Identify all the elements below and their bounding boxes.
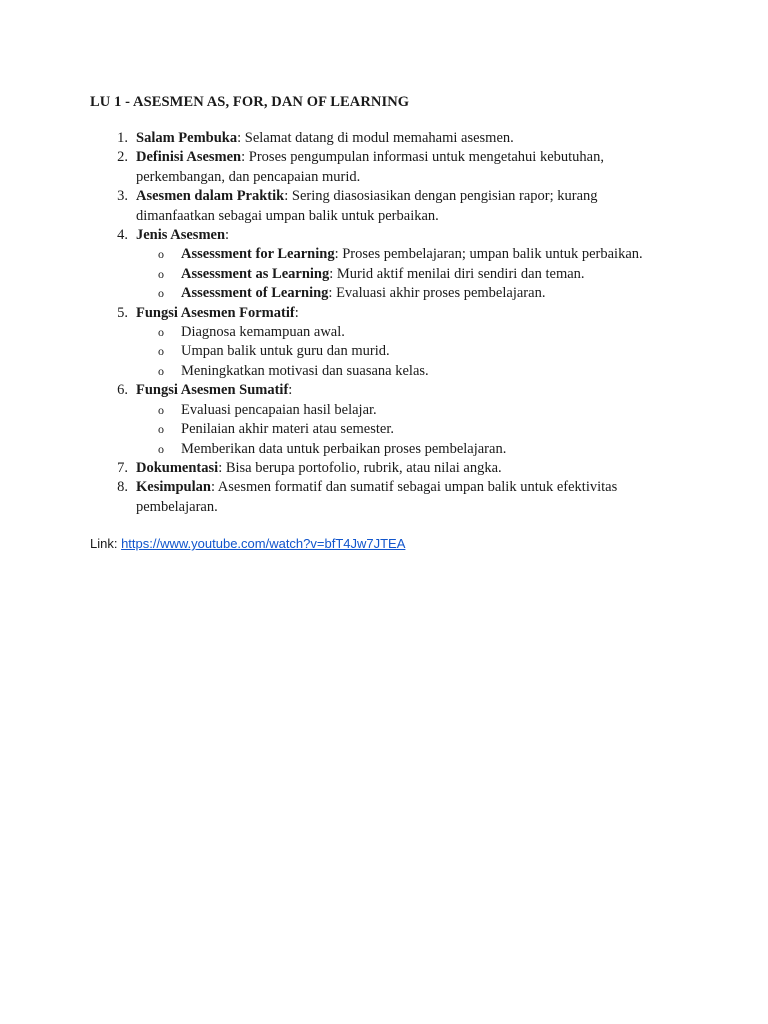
item-label: Fungsi Asesmen Formatif [136,304,295,321]
bullet-marker: o [158,266,164,281]
sub-item-text: : Proses pembelajaran; umpan balik untuk perbaikan. [334,246,643,263]
list-item-5 [90,304,690,382]
list-number: 5 . [106,304,128,323]
list-number: 7 . [106,459,128,478]
bullet-marker: o [158,325,164,340]
link-prefix: Link: [90,536,122,551]
item-label: Kesimpulan [136,479,211,496]
bullet-marker: o [158,363,164,378]
list-item-8 [90,478,690,517]
bullet-marker: o [158,422,164,437]
sub-item-text: Penilaian akhir materi atau semester. [181,421,394,438]
bullet-marker: o [158,247,164,262]
item-text-continuation: perkembangan, dan pencapaian murid. [136,168,361,185]
item-label: Definisi Asesmen [136,149,242,166]
item-text: : [225,227,230,244]
sub-item-text: Evaluasi pencapaian hasil belajar. [181,401,377,418]
sub-list-item [136,362,690,381]
item-text: : Asesmen formatif dan sumatif sebagai umpan balik untuk efektivitas [210,479,618,496]
bullet-marker: o [158,286,164,301]
video-link-line [90,535,405,553]
youtube-link[interactable]: https://www.youtube.com/watch?v=bfT4Jw7JTEA [121,536,406,551]
sub-list-item [136,245,690,264]
item-label: Dokumentasi [136,459,219,476]
list-number: 1 . [106,129,128,148]
item-text: : [294,304,299,321]
list-item-7 [90,459,690,478]
list-item-2 [90,148,690,187]
sub-list-item [136,401,690,420]
outline-list [90,129,690,517]
item-label: Salam Pembuka [136,130,238,146]
list-number: 2 . [106,148,128,167]
list-number: 4 . [106,226,128,245]
sub-list [136,401,690,459]
item-text: : Sering diasosiasikan dengan pengisian rapor; kurang [284,188,598,205]
item-text-continuation: pembelajaran. [136,498,218,515]
sub-list-item [136,342,690,361]
sub-item-text: Umpan balik untuk guru dan murid. [181,343,390,360]
sub-item-label: Assessment for Learning [181,246,335,263]
item-text: : Selamat datang di modul memahami asesmen. [237,130,514,146]
sub-list [136,245,690,303]
item-text: : Proses pengumpulan informasi untuk mengetahui kebutuhan, [241,149,604,166]
bullet-marker: o [158,441,164,456]
sub-list [136,323,690,381]
item-label: Asesmen dalam Praktik [136,188,285,205]
item-label: Fungsi Asesmen Sumatif [136,382,289,399]
sub-item-text: Meningkatkan motivasi dan suasana kelas. [181,362,429,379]
bullet-marker: o [158,344,164,359]
sub-item-label: Assessment of Learning [181,285,329,302]
sub-item-text: : Murid aktif menilai diri sendiri dan teman. [329,265,585,282]
list-item-4 [90,226,690,304]
sub-list-item [136,420,690,439]
item-text: : Bisa berupa portofolio, rubrik, atau nilai angka. [218,459,502,476]
list-number: 6 . [106,381,128,400]
document-title: LU 1 - ASESMEN AS, FOR, DAN OF LEARNING [90,94,410,110]
sub-item-text: : Evaluasi akhir proses pembelajaran. [328,285,546,302]
list-item-1 [90,129,690,148]
item-text: : [288,382,293,399]
sub-list-item [136,265,690,284]
sub-item-text: Memberikan data untuk perbaikan proses pembelajaran. [181,440,507,457]
sub-list-item [136,440,690,459]
sub-list-item [136,323,690,342]
item-text-continuation: dimanfaatkan sebagai umpan balik untuk perbaikan. [136,207,439,224]
list-item-3 [90,187,690,226]
sub-list-item [136,284,690,303]
list-number: 3 . [106,187,128,206]
item-label: Jenis Asesmen [136,227,226,244]
list-item-6 [90,381,690,459]
list-number: 8 . [106,478,128,497]
sub-item-label: Assessment as Learning [181,265,330,282]
bullet-marker: o [158,402,164,417]
sub-item-text: Diagnosa kemampuan awal. [181,324,345,341]
